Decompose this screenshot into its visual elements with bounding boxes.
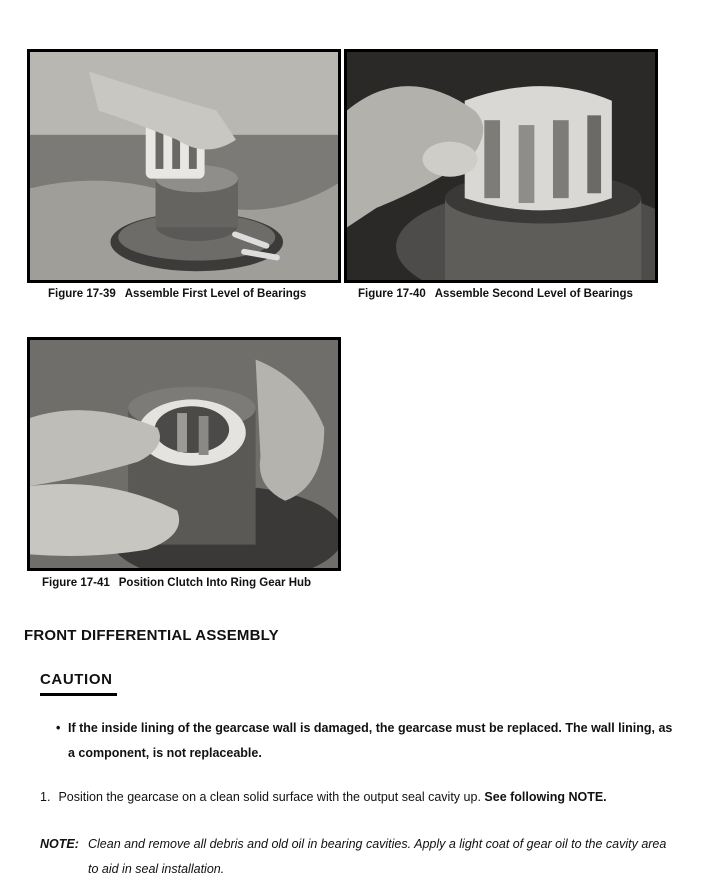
caution-underline	[40, 693, 117, 696]
figure-17-40-caption	[358, 288, 633, 300]
figure-17-41-photo	[27, 337, 341, 571]
step-1	[40, 790, 607, 804]
section-heading: FRONT DIFFERENTIAL ASSEMBLY	[24, 627, 279, 644]
figure-number: Figure 17-40	[358, 288, 426, 300]
note-label: NOTE:	[40, 837, 79, 851]
figure-17-40-photo	[344, 49, 658, 283]
caution-bullet-text: If the inside lining of the gearcase wall is damaged, the gearcase must be replaced. The wall lining, as a component, is not replaceable.	[68, 721, 673, 760]
figure-17-39-photo	[27, 49, 341, 283]
step-text: Position the gearcase on a clean solid surface with the output seal cavity up.	[58, 790, 481, 804]
figure-number: Figure 17-41	[42, 577, 110, 589]
note-block	[40, 832, 680, 882]
figure-17-41-caption	[42, 577, 311, 589]
bullet-dot: •	[56, 721, 61, 735]
figure-title: Assemble First Level of Bearings	[124, 288, 307, 300]
caution-bullet	[56, 716, 676, 766]
note-text: Clean and remove all debris and old oil in bearing cavities. Apply a light coat of gear oil to the cavity area to aid in seal installation.	[88, 837, 667, 876]
figure-17-39-caption	[48, 288, 306, 300]
figure-title: Assemble Second Level of Bearings	[434, 288, 633, 300]
figure-number: Figure 17-39	[48, 288, 116, 300]
figure-title: Position Clutch Into Ring Gear Hub	[118, 577, 312, 589]
caution-label: CAUTION	[40, 671, 113, 688]
step-number: 1.	[40, 790, 51, 804]
step-emphasis: See following NOTE.	[484, 790, 607, 804]
